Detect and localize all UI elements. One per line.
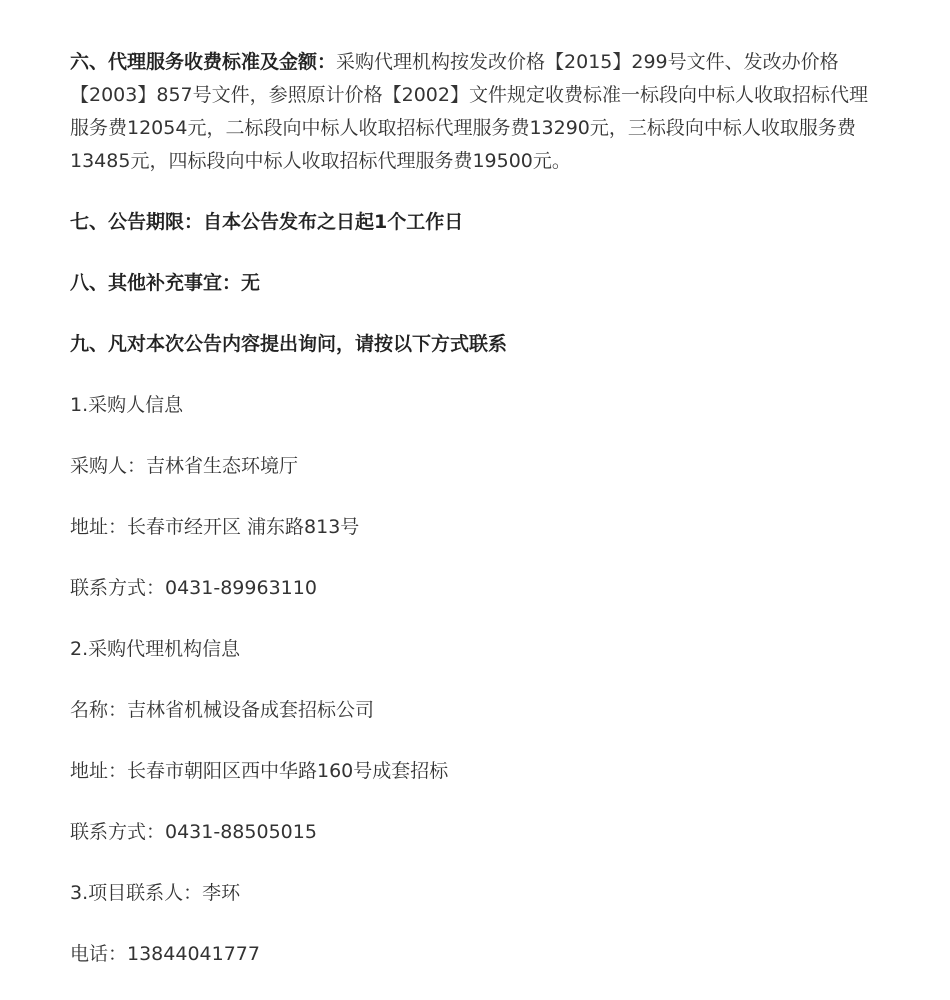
project-contact-person: 3.项目联系人：李环 <box>70 882 241 904</box>
agency-contact: 联系方式：0431-88505015 <box>70 821 317 843</box>
agency-info-header: 2.采购代理机构信息 <box>70 638 241 660</box>
section-6-fee-standard <box>70 46 885 178</box>
section-6-body: 采购代理机构按发改价格【2015】299号文件、发改办价格【2003】857号文件，参照原计价格【2002】文件规定收费标准一标段向中标人收取招标代理服务费12054元，二标段向中标人收取招标代理服务费13290元，三标段向中标人收取服务费13485元，四标段向中标人收取招标代理服务费19500元。 <box>70 51 868 172</box>
section-6-heading: 六、代理服务收费标准及金额： <box>70 51 337 73</box>
agency-address: 地址：长春市朝阳区西中华路160号成套招标 <box>70 760 449 782</box>
project-contact-phone: 电话：13844041777 <box>70 943 260 965</box>
section-7-notice-period: 七、公告期限：自本公告发布之日起1个工作日 <box>70 211 464 233</box>
purchaser-name: 采购人：吉林省生态环境厅 <box>70 455 299 477</box>
announcement-document <box>70 46 885 971</box>
section-9-contact-heading: 九、凡对本次公告内容提出询问，请按以下方式联系 <box>70 333 508 355</box>
purchaser-contact: 联系方式：0431-89963110 <box>70 577 317 599</box>
purchaser-address: 地址：长春市经开区 浦东路813号 <box>70 516 360 538</box>
purchaser-info-header: 1.采购人信息 <box>70 394 184 416</box>
agency-name: 名称：吉林省机械设备成套招标公司 <box>70 699 375 721</box>
section-8-other-matters: 八、其他补充事宜：无 <box>70 272 261 294</box>
